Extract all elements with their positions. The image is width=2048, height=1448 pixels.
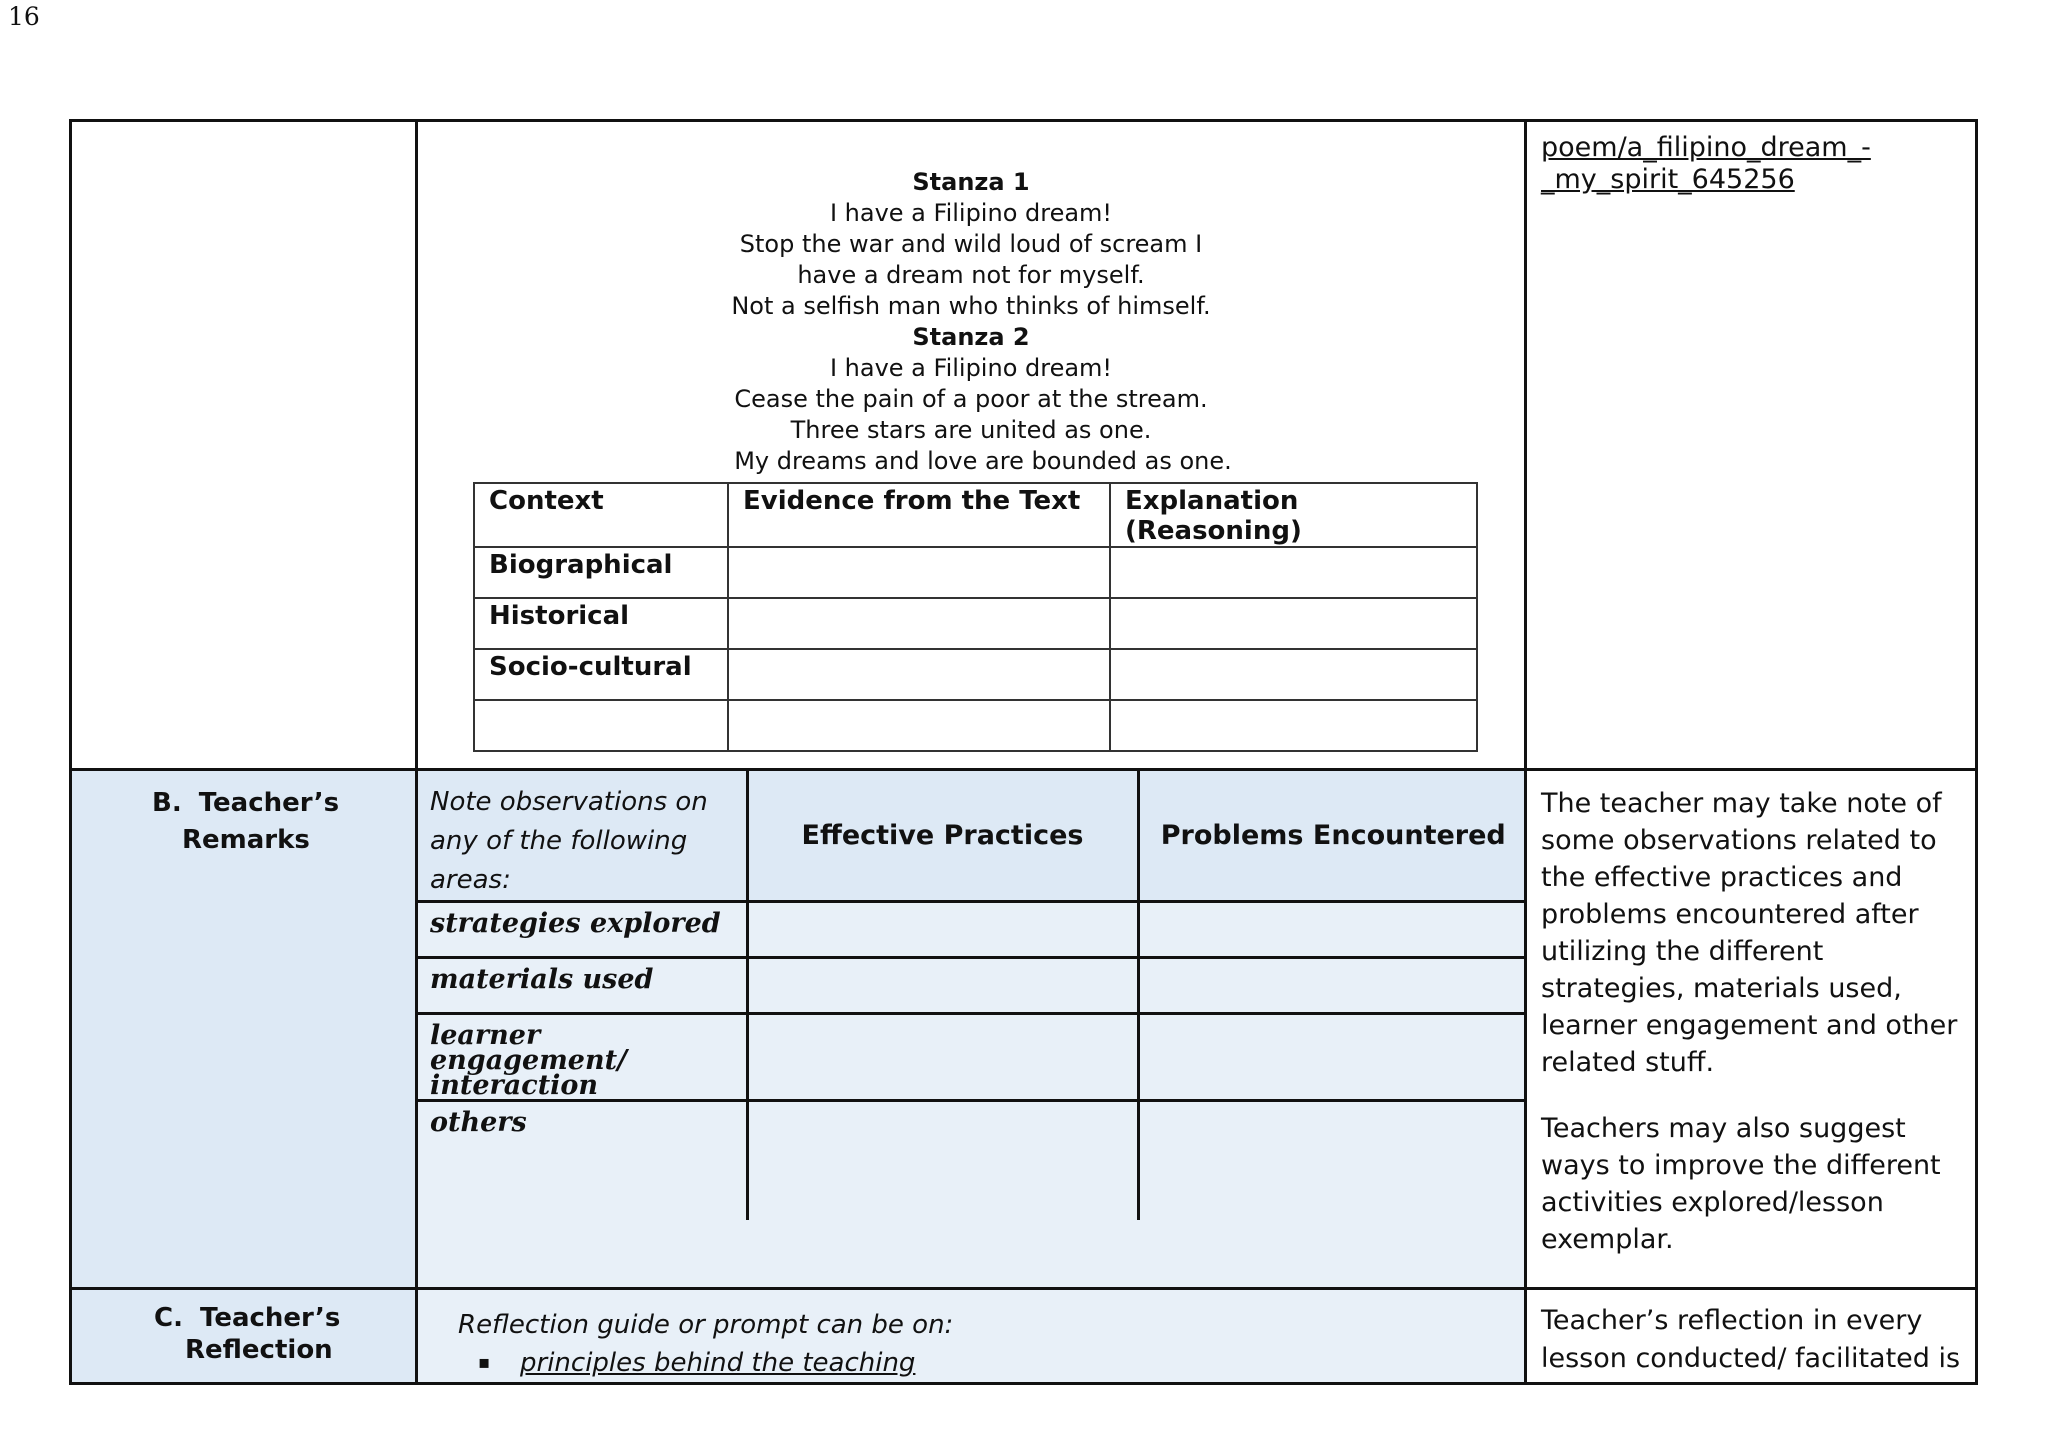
table-row	[418, 902, 1527, 958]
problems-encountered-cell[interactable]	[1138, 1101, 1527, 1221]
evidence-cell[interactable]	[728, 547, 1110, 598]
remarks-header-row	[418, 771, 1527, 902]
reflection-letter: C.	[154, 1303, 183, 1333]
reflection-label-line2: Reflection	[185, 1335, 333, 1365]
reflection-guide: Reflection guide or prompt can be on:	[458, 1310, 954, 1340]
problems-encountered-cell[interactable]	[1138, 1014, 1527, 1101]
evidence-cell[interactable]	[728, 700, 1110, 751]
problems-encountered-cell[interactable]	[1138, 958, 1527, 1014]
area-learner-engagement: learner engagement/ interaction	[418, 1014, 747, 1101]
table-row	[474, 700, 1477, 751]
list-item: ▪ principles behind the teaching	[520, 1344, 1524, 1382]
area-others: others	[418, 1101, 747, 1221]
effective-practices-cell[interactable]	[747, 1014, 1138, 1101]
remarks-row	[71, 770, 1977, 1289]
explanation-cell[interactable]	[1110, 547, 1477, 598]
remarks-label-cell	[71, 770, 417, 1289]
reflection-label	[82, 1302, 405, 1334]
poem-line: My dreams and love are bounded as one.	[734, 447, 1232, 475]
lesson-table	[69, 119, 1978, 1385]
poem	[418, 122, 1524, 477]
reflection-description: Teacher’s reflection in every lesson conducted/ facilitated is	[1526, 1289, 1977, 1384]
page-number: 16	[8, 2, 40, 31]
remarks-description-p2: Teachers may also suggest ways to improve the different activities explored/lesson exemplar.	[1541, 1113, 1941, 1255]
poem-line: have a dream not for myself.	[797, 261, 1145, 289]
poem-line: Three stars are united as one.	[790, 416, 1152, 444]
explanation-cell[interactable]	[1110, 598, 1477, 649]
area-strategies-explored: strategies explored	[418, 902, 747, 958]
note-observations: Note observations on any of the following areas:	[418, 771, 747, 902]
explanation-header: Explanation (Reasoning)	[1110, 483, 1477, 547]
stanza-1-title: Stanza 1	[912, 168, 1030, 196]
evidence-header: Evidence from the Text	[728, 483, 1110, 547]
effective-practices-cell[interactable]	[747, 958, 1138, 1014]
reflection-row	[71, 1289, 1977, 1384]
context-table-header	[474, 483, 1477, 547]
table-row	[418, 1014, 1527, 1101]
reflection-label-cell	[71, 1289, 417, 1384]
remarks-label	[82, 785, 405, 822]
remarks-label-line1: Teacher’s	[198, 788, 340, 818]
source-link-cell	[1526, 121, 1977, 770]
context-table	[473, 482, 1478, 752]
poem-line: Not a selfish man who thinks of himself.	[731, 292, 1211, 320]
context-header: Context	[474, 483, 728, 547]
context-historical: Historical	[474, 598, 728, 649]
poem-row	[71, 121, 1977, 770]
context-biographical: Biographical	[474, 547, 728, 598]
effective-practices-cell[interactable]	[747, 902, 1138, 958]
reflection-label-line1: Teacher’s	[200, 1303, 341, 1333]
evidence-cell[interactable]	[728, 649, 1110, 700]
stanza-2-title: Stanza 2	[912, 323, 1030, 351]
table-row	[418, 958, 1527, 1014]
evidence-cell[interactable]	[728, 598, 1110, 649]
reflection-bullets	[458, 1344, 1524, 1382]
poem-cell	[417, 121, 1526, 770]
table-row	[418, 1101, 1527, 1221]
source-link[interactable]: poem/a_filipino_dream_-_my_spirit_645256	[1541, 132, 1871, 195]
remarks-label-line2: Remarks	[182, 825, 310, 855]
problems-encountered-header: Problems Encountered	[1138, 771, 1527, 902]
area-materials-used: materials used	[418, 958, 747, 1014]
remarks-grid	[418, 771, 1527, 1220]
table-row	[474, 547, 1477, 598]
remarks-description-cell	[1526, 770, 1977, 1289]
remarks-grid-cell	[417, 770, 1526, 1289]
reflection-guide-cell	[417, 1289, 1526, 1384]
poem-line: I have a Filipino dream!	[829, 199, 1113, 227]
explanation-cell[interactable]	[1110, 700, 1477, 751]
context-empty	[474, 700, 728, 751]
remarks-letter: B.	[152, 788, 182, 818]
table-row	[474, 649, 1477, 700]
empty-label-cell	[71, 121, 417, 770]
remarks-description-p1: The teacher may take note of some observations related to the effective practices and problems encountered after utilizing the different strategies, materials used, learner engagement and other related stuff.	[1541, 788, 1958, 1078]
effective-practices-header: Effective Practices	[747, 771, 1138, 902]
poem-line: Stop the war and wild loud of scream I	[739, 230, 1203, 258]
effective-practices-cell[interactable]	[747, 1101, 1138, 1221]
table-row	[474, 598, 1477, 649]
poem-line: Cease the pain of a poor at the stream.	[734, 385, 1208, 413]
explanation-cell[interactable]	[1110, 649, 1477, 700]
context-socio-cultural: Socio-cultural	[474, 649, 728, 700]
problems-encountered-cell[interactable]	[1138, 902, 1527, 958]
poem-line: I have a Filipino dream!	[829, 354, 1113, 382]
